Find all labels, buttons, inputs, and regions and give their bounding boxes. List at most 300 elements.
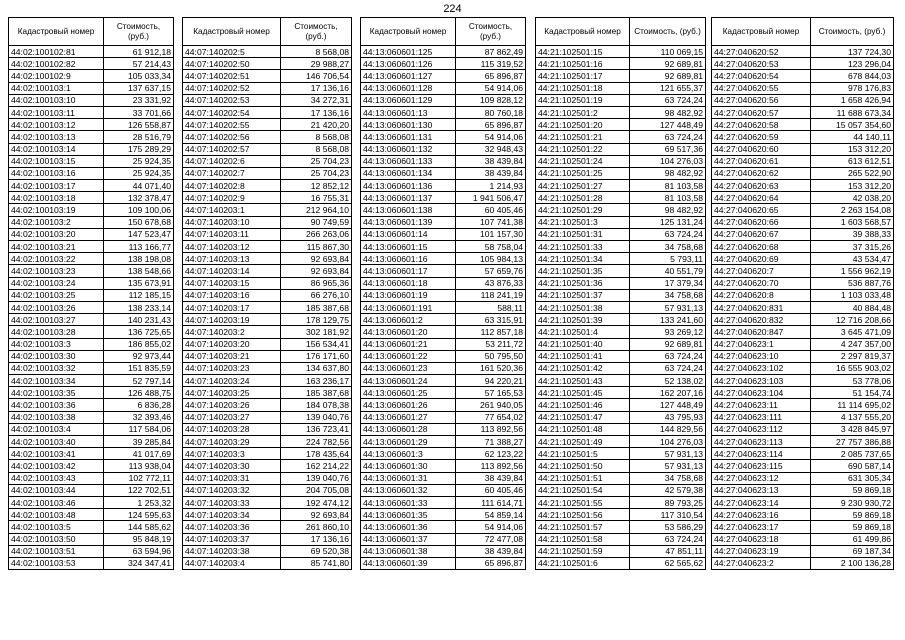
cost-cell: 57 165,53 [456,387,526,399]
table-row [712,192,894,204]
cost-cell: 133 241,60 [630,314,706,326]
cost-cell: 140 231,43 [104,314,174,326]
cost-cell: 126 558,87 [104,119,174,131]
cost-cell: 136 725,65 [104,326,174,338]
cost-cell: 63 724,24 [630,350,706,362]
cadastral-number-cell: 44:07:140202:57 [183,143,281,155]
cadastral-number-cell: 44:02:100103:21 [9,241,104,253]
cost-cell: 92 689,81 [630,58,706,70]
table-row [183,436,352,448]
cadastral-table-5 [711,17,894,570]
table-row [183,557,352,569]
cadastral-number-cell: 44:21:102501:43 [536,375,630,387]
cost-cell: 17 136,16 [281,82,352,94]
table-row [712,326,894,338]
cadastral-number-cell: 44:27:040620:62 [712,167,811,179]
cadastral-number-cell: 44:13:060601:38 [361,545,456,557]
cost-cell: 678 844,03 [811,70,894,82]
cadastral-number-cell: 44:27:040620:64 [712,192,811,204]
table-row [183,509,352,521]
cadastral-table-4 [535,17,706,570]
table-row [536,301,706,313]
cost-cell: 11 114 695,02 [811,399,894,411]
cost-cell: 132 378,47 [104,192,174,204]
table-row [712,521,894,533]
table-row [712,82,894,94]
table-row [183,216,352,228]
cost-cell: 261 940,05 [456,399,526,411]
table-row [9,167,174,179]
cadastral-number-cell: 44:13:060601:26 [361,399,456,411]
cadastral-number-cell: 44:13:060601:13 [361,106,456,118]
cost-cell: 38 439,84 [456,155,526,167]
table-row [712,411,894,423]
header-cadastral-number: Кадастровый номер [536,18,630,46]
cost-cell: 8 568,08 [281,46,352,58]
cadastral-number-cell: 44:21:102501:4 [536,326,630,338]
table-row [183,472,352,484]
table-row [361,277,526,289]
table-row [183,411,352,423]
table-body [536,46,706,570]
cadastral-number-cell: 44:27:040620:66 [712,216,811,228]
table-row [361,119,526,131]
cadastral-number-cell: 44:27:040623:18 [712,533,811,545]
table-row [183,362,352,374]
table-row [9,484,174,496]
table-row [712,119,894,131]
cadastral-number-cell: 44:07:140203:36 [183,521,281,533]
cadastral-number-cell: 44:07:140203:26 [183,399,281,411]
table-row [9,411,174,423]
cadastral-number-cell: 44:02:100103:18 [9,192,104,204]
header-cost: Стоимость, (руб.) [104,18,174,46]
cost-cell: 144 585,62 [104,521,174,533]
table-row [712,58,894,70]
table-row [9,436,174,448]
table-row [536,289,706,301]
table-row [712,46,894,58]
cost-cell: 92 693,84 [281,253,352,265]
cost-cell: 23 331,92 [104,94,174,106]
table-row [536,423,706,435]
cost-cell: 62 565,62 [630,557,706,569]
table-row [536,253,706,265]
table-row [183,338,352,350]
table-row [712,155,894,167]
cost-cell: 101 157,30 [456,228,526,240]
cost-cell: 112 857,18 [456,326,526,338]
cost-cell: 2 263 154,08 [811,204,894,216]
cost-cell: 110 069,15 [630,46,706,58]
cadastral-number-cell: 44:13:060601:31 [361,472,456,484]
cadastral-number-cell: 44:07:140203:29 [183,436,281,448]
table-row [536,509,706,521]
cadastral-number-cell: 44:07:140202:9 [183,192,281,204]
table-row [536,167,706,179]
cadastral-number-cell: 44:13:060601:23 [361,362,456,374]
cost-cell: 302 181,92 [281,326,352,338]
table-row [9,131,174,143]
cost-cell: 54 914,06 [456,521,526,533]
table-row [712,533,894,545]
table-row [9,533,174,545]
table-row [712,484,894,496]
table-row [536,533,706,545]
table-row [712,180,894,192]
cadastral-number-cell: 44:27:040620:70 [712,277,811,289]
cadastral-number-cell: 44:21:102501:58 [536,533,630,545]
cadastral-number-cell: 44:21:102501:39 [536,314,630,326]
cadastral-number-cell: 44:02:100103:50 [9,533,104,545]
table-row [9,460,174,472]
table-row [712,460,894,472]
cost-cell: 175 289,29 [104,143,174,155]
cost-cell: 162 207,16 [630,387,706,399]
cost-cell: 94 220,21 [456,375,526,387]
cost-cell: 50 795,50 [456,350,526,362]
cost-cell: 42 038,20 [811,192,894,204]
cadastral-number-cell: 44:27:040620:57 [712,106,811,118]
table-row [361,301,526,313]
table-row [9,545,174,557]
cost-cell: 125 131,24 [630,216,706,228]
table-row [183,533,352,545]
cost-cell: 47 851,11 [630,545,706,557]
table-row [183,448,352,460]
cadastral-number-cell: 44:21:102501:56 [536,509,630,521]
cost-cell: 85 741,80 [281,557,352,569]
cadastral-number-cell: 44:13:060601:132 [361,143,456,155]
cadastral-number-cell: 44:13:060601:14 [361,228,456,240]
table-row [361,387,526,399]
cost-cell: 61 912,18 [104,46,174,58]
cost-cell: 224 782,56 [281,436,352,448]
table-row [712,289,894,301]
cost-cell: 69 520,38 [281,545,352,557]
cadastral-number-cell: 44:27:040623:112 [712,423,811,435]
cadastral-number-cell: 44:21:102501:50 [536,460,630,472]
cost-cell: 185 387,68 [281,387,352,399]
cost-cell: 63 724,24 [630,533,706,545]
cadastral-number-cell: 44:13:060601:128 [361,82,456,94]
cost-cell: 92 689,81 [630,70,706,82]
cost-cell: 89 793,25 [630,496,706,508]
cadastral-number-cell: 44:07:140203:28 [183,423,281,435]
cadastral-number-cell: 44:13:060601:25 [361,387,456,399]
table-row [536,265,706,277]
table-row [361,106,526,118]
cadastral-number-cell: 44:02:100103:32 [9,362,104,374]
table-row [361,46,526,58]
table-row [183,155,352,167]
table-row [361,545,526,557]
cadastral-number-cell: 44:02:100103:46 [9,496,104,508]
cost-cell: 153 312,20 [811,180,894,192]
cadastral-number-cell: 44:27:040620:52 [712,46,811,58]
cadastral-number-cell: 44:21:102501:54 [536,484,630,496]
cadastral-number-cell: 44:27:040623:102 [712,362,811,374]
cadastral-number-cell: 44:07:140203:27 [183,411,281,423]
table-row [536,277,706,289]
cadastral-number-cell: 44:27:040623:10 [712,350,811,362]
table-row [361,70,526,82]
table-row [361,167,526,179]
page-number: 224 [443,3,462,15]
cadastral-number-cell: 44:02:100102:81 [9,46,104,58]
cadastral-number-cell: 44:27:040620:831 [712,301,811,313]
cadastral-number-cell: 44:13:060601:191 [361,301,456,313]
cost-cell: 57 659,76 [456,265,526,277]
cadastral-number-cell: 44:27:040620:8 [712,289,811,301]
cost-cell: 139 040,76 [281,411,352,423]
cadastral-number-cell: 44:02:100103:17 [9,180,104,192]
cost-cell: 40 551,79 [630,265,706,277]
cadastral-number-cell: 44:02:100103:22 [9,253,104,265]
cadastral-number-cell: 44:13:060601:36 [361,521,456,533]
cadastral-number-cell: 44:21:102501:40 [536,338,630,350]
table-row [712,70,894,82]
table-row [536,496,706,508]
cadastral-number-cell: 44:02:100103:41 [9,448,104,460]
cost-cell: 631 305,34 [811,472,894,484]
cadastral-number-cell: 44:07:140203:3 [183,448,281,460]
cost-cell: 37 315,26 [811,241,894,253]
cadastral-number-cell: 44:02:100103:23 [9,265,104,277]
cadastral-number-cell: 44:27:040623:19 [712,545,811,557]
table-row [9,228,174,240]
cadastral-number-cell: 44:21:102501:25 [536,167,630,179]
cost-cell: 53 586,29 [630,521,706,533]
cost-cell: 52 138,02 [630,375,706,387]
table-row [9,241,174,253]
table-row [536,460,706,472]
table-row [536,131,706,143]
cost-cell: 127 448,49 [630,119,706,131]
table-row [9,375,174,387]
cadastral-number-cell: 44:27:040620:54 [712,70,811,82]
cost-cell: 266 263,06 [281,228,352,240]
cadastral-number-cell: 44:27:040620:65 [712,204,811,216]
cost-cell: 57 931,13 [630,448,706,460]
cost-cell: 109 100,06 [104,204,174,216]
table-row [712,362,894,374]
cadastral-number-cell: 44:21:102501:5 [536,448,630,460]
table-row [361,143,526,155]
cost-cell: 57 214,43 [104,58,174,70]
cadastral-number-cell: 44:07:140203:24 [183,375,281,387]
cost-cell: 104 276,03 [630,155,706,167]
cost-cell: 58 758,04 [456,241,526,253]
cost-cell: 17 136,16 [281,106,352,118]
table-row [712,509,894,521]
table-row [9,509,174,521]
cadastral-number-cell: 44:13:060601:129 [361,94,456,106]
table-row [536,46,706,58]
cadastral-number-cell: 44:02:100103:10 [9,94,104,106]
table-row [183,375,352,387]
cadastral-number-cell: 44:27:040623:103 [712,375,811,387]
table-row [712,265,894,277]
cost-cell: 212 964,10 [281,204,352,216]
cadastral-number-cell: 44:02:100103:40 [9,436,104,448]
table-row [536,411,706,423]
cadastral-number-cell: 44:07:140202:53 [183,94,281,106]
cost-cell: 92 693,84 [281,265,352,277]
cadastral-number-cell: 44:27:040620:53 [712,58,811,70]
table-row [361,509,526,521]
cadastral-number-cell: 44:02:100103:16 [9,167,104,179]
cost-cell: 92 973,44 [104,350,174,362]
table-row [536,155,706,167]
table-row [712,228,894,240]
table-row [9,180,174,192]
cadastral-number-cell: 44:21:102501:34 [536,253,630,265]
cost-cell: 72 477,08 [456,533,526,545]
cadastral-number-cell: 44:13:060601:139 [361,216,456,228]
table-row [712,301,894,313]
table-row [9,277,174,289]
cost-cell: 178 129,75 [281,314,352,326]
cost-cell: 690 587,14 [811,460,894,472]
cadastral-number-cell: 44:02:100103:19 [9,204,104,216]
cadastral-number-cell: 44:07:140203:16 [183,289,281,301]
cadastral-number-cell: 44:07:140203:30 [183,460,281,472]
header-cost: Стоимость, (руб.) [811,18,894,46]
cadastral-number-cell: 44:07:140202:50 [183,58,281,70]
cost-cell: 2 085 737,65 [811,448,894,460]
table-row [9,204,174,216]
table-row [183,119,352,131]
table-row [361,228,526,240]
cadastral-number-cell: 44:07:140202:51 [183,70,281,82]
cadastral-number-cell: 44:02:100103:38 [9,411,104,423]
cadastral-number-cell: 44:21:102501:41 [536,350,630,362]
header-cost: Стоимость, (руб.) [630,18,706,46]
header-cadastral-number: Кадастровый номер [361,18,456,46]
cost-cell: 65 896,87 [456,70,526,82]
cost-cell: 192 474,12 [281,496,352,508]
cost-cell: 59 869,18 [811,484,894,496]
cadastral-number-cell: 44:02:100103:53 [9,557,104,569]
table-row [361,265,526,277]
cost-cell: 146 706,54 [281,70,352,82]
cadastral-number-cell: 44:27:040623:2 [712,557,811,569]
table-row [361,399,526,411]
header-cadastral-number: Кадастровый номер [9,18,104,46]
header-cost: Стоимость, (руб.) [456,18,526,46]
table-row [361,557,526,569]
table-row [536,557,706,569]
table-row [536,399,706,411]
header-cost: Стоимость, (руб.) [281,18,352,46]
cost-cell: 147 523,47 [104,228,174,240]
cadastral-number-cell: 44:13:060601:39 [361,557,456,569]
table-row [536,204,706,216]
cadastral-number-cell: 44:13:060601:17 [361,265,456,277]
cost-cell: 162 214,22 [281,460,352,472]
cost-cell: 1 941 506,47 [456,192,526,204]
table-row [712,375,894,387]
table-row [9,338,174,350]
table-row [183,399,352,411]
table-row [361,350,526,362]
cost-cell: 15 057 354,60 [811,119,894,131]
cadastral-number-cell: 44:02:100102:82 [9,58,104,70]
cadastral-number-cell: 44:21:102501:36 [536,277,630,289]
cadastral-number-cell: 44:13:060601:21 [361,338,456,350]
cadastral-number-cell: 44:27:040620:69 [712,253,811,265]
cost-cell: 65 896,87 [456,557,526,569]
cost-cell: 43 876,33 [456,277,526,289]
cadastral-number-cell: 44:13:060601:126 [361,58,456,70]
cost-cell: 69 517,36 [630,143,706,155]
cadastral-number-cell: 44:07:140203:21 [183,350,281,362]
cost-cell: 38 439,84 [456,472,526,484]
cost-cell: 105 033,34 [104,70,174,82]
table-row [712,94,894,106]
cadastral-number-cell: 44:07:140203:23 [183,362,281,374]
table-row [9,326,174,338]
table-row [361,460,526,472]
cost-cell: 95 848,19 [104,533,174,545]
table-row [183,521,352,533]
table-row [361,155,526,167]
table-row [183,289,352,301]
cost-cell: 1 214,93 [456,180,526,192]
table-row [536,314,706,326]
cadastral-number-cell: 44:13:060601:19 [361,289,456,301]
cost-cell: 126 488,75 [104,387,174,399]
table-row [536,216,706,228]
cadastral-number-cell: 44:27:040623:114 [712,448,811,460]
table-row [361,472,526,484]
cadastral-number-cell: 44:02:100103:20 [9,228,104,240]
cost-cell: 161 520,36 [456,362,526,374]
table-row [9,216,174,228]
cost-cell: 3 645 471,09 [811,326,894,338]
table-row [9,58,174,70]
cost-cell: 38 439,84 [456,167,526,179]
cost-cell: 34 272,31 [281,94,352,106]
cost-cell: 80 760,18 [456,106,526,118]
cadastral-number-cell: 44:07:140203:25 [183,387,281,399]
cadastral-number-cell: 44:07:140203:34 [183,509,281,521]
cost-cell: 54 914,06 [456,82,526,94]
cadastral-number-cell: 44:07:140202:6 [183,155,281,167]
cost-cell: 34 758,68 [630,289,706,301]
table-row [183,496,352,508]
cadastral-number-cell: 44:02:100103:5 [9,521,104,533]
cadastral-number-cell: 44:13:060601:3 [361,448,456,460]
cadastral-number-cell: 44:02:100103:1 [9,82,104,94]
table-row [536,448,706,460]
cadastral-number-cell: 44:21:102501:19 [536,94,630,106]
cost-cell: 63 724,24 [630,362,706,374]
table-row [361,484,526,496]
cost-cell: 33 701,66 [104,106,174,118]
table-row [361,521,526,533]
cost-cell: 92 689,81 [630,338,706,350]
table-row [712,557,894,569]
cost-cell: 176 171,60 [281,350,352,362]
cost-cell: 8 568,08 [281,143,352,155]
cadastral-number-cell: 44:07:140202:54 [183,106,281,118]
cost-cell: 57 931,13 [630,460,706,472]
cost-cell: 588,11 [456,301,526,313]
cadastral-number-cell: 44:21:102501:3 [536,216,630,228]
cost-cell: 124 595,63 [104,509,174,521]
